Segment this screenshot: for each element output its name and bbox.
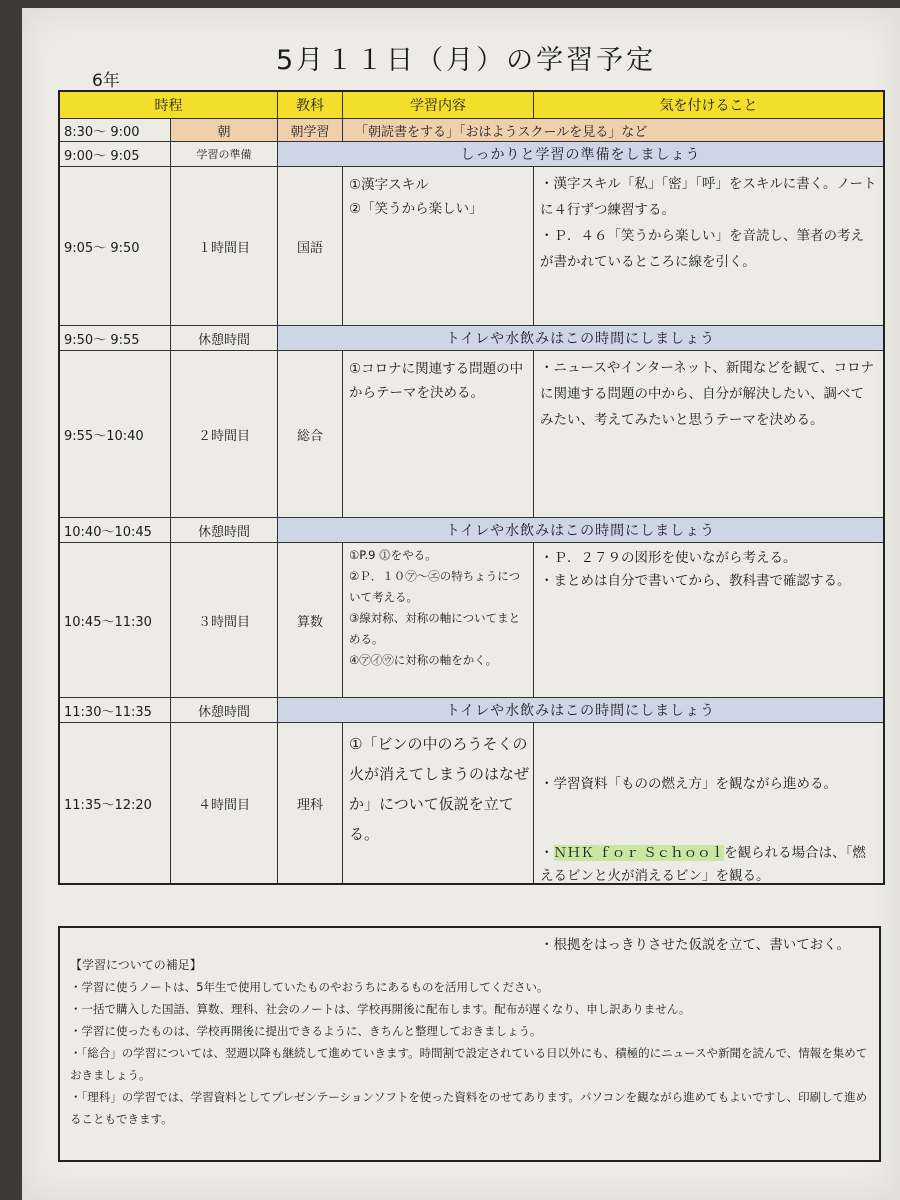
notes-line: ・学習資料「ものの燃え方」を観ながら進める。 — [540, 776, 837, 792]
notes-cell: ・漢字スキル「私」「密」「呼」をスキルに書く。ノートに４行ずつ練習する。 ・Ｐ．４６「笑うから楽しい」を音読し、筆者の考えが書かれているところに線を引く。 — [533, 167, 883, 325]
notes-line: ・根拠をはっきりさせた仮説を立て、書いておく。 — [540, 937, 850, 953]
time-cell: 8:30～ 9:00 — [64, 124, 140, 140]
note-line: ・「理科」の学習では、学習資料としてプレゼンテーションソフトを使った資料をのせてあります。パソコンを観ながら進めてもよいですし、印刷して進めることもできます。 — [70, 1090, 868, 1126]
note-line: ・学習に使うノートは、5年生で使用していたものやおうちにあるものを活用してください。 — [70, 980, 549, 994]
content-cell: ①P.9 ⓵をやる。 ②Ｐ．１０㋐～㋓の特ちょうについて考える。 ③線対称、対称の軸についてまとめる。 ④㋐㋑㋒に対称の軸をかく。 — [342, 543, 533, 697]
notes-line — [540, 842, 877, 888]
subject-cell: 朝学習 — [277, 119, 342, 141]
table-row-break-2 — [60, 517, 883, 542]
break-banner: トイレや水飲みはこの時間にしましょう — [277, 326, 883, 350]
period-cell: ２時間目 — [170, 351, 277, 517]
subject-cell: 国語 — [277, 167, 342, 325]
period-cell: 朝 — [170, 119, 277, 141]
schedule-table — [58, 90, 885, 953]
note-line: ・一括で購入した国語、算数、理科、社会のノートは、学校再開後に配布します。配布が遅くなり、申し訳ありません。 — [70, 1002, 691, 1016]
time-cell: 10:40～10:45 — [64, 524, 152, 540]
notes-prefix: ・ — [540, 845, 554, 861]
time-cell: 9:00～ 9:05 — [64, 148, 140, 164]
note-line: ・学習に使ったものは、学校再開後に提出できるように、きちんと整理しておきましょう。 — [70, 1024, 542, 1038]
table-row-lesson-3 — [60, 542, 883, 697]
note-line: ・「総合」の学習については、翌週以降も継続して進めていきます。時間割で設定されている日以外にも、積極的にニュースや新聞を読んで、情報を集めておきましょう。 — [70, 1046, 868, 1082]
notes-cell: ・Ｐ．２７９の図形を使いながら考える。 ・まとめは自分で書いてから、教科書で確認する。 — [533, 543, 883, 697]
period-cell: 学習の準備 — [170, 142, 277, 166]
table-row-break-3 — [60, 697, 883, 722]
morning-activity: 「朝読書をする」「おはようスクールを見る」など — [342, 119, 883, 141]
subject-cell: 理科 — [277, 723, 342, 883]
table-row-lesson-1 — [60, 166, 883, 325]
content-cell: ①漢字スキル ②「笑うから楽しい」 — [342, 167, 533, 325]
notes-cell: ・ニュースやインターネット、新聞などを観て、コロナに関連する問題の中から、自分が解決したい、調べてみたい、考えてみたいと思うテーマを決める。 — [533, 351, 883, 517]
table-row-morning — [60, 118, 883, 141]
subject-cell: 総合 — [277, 351, 342, 517]
break-banner: トイレや水飲みはこの時間にしましょう — [277, 698, 883, 722]
column-header-content: 学習内容 — [342, 92, 533, 118]
time-cell: 11:30～11:35 — [64, 704, 152, 720]
content-cell: ①コロナに関連する問題の中からテーマを決める。 — [342, 351, 533, 517]
prep-banner: しっかりと学習の準備をしましょう — [277, 142, 883, 166]
supplementary-notes — [58, 926, 881, 1162]
time-cell: 9:50～ 9:55 — [64, 332, 140, 348]
column-header-notes: 気を付けること — [533, 92, 883, 118]
subject-cell: 算数 — [277, 543, 342, 697]
highlighted-text: ＮＨＫ ｆｏｒ Ｓｃｈｏｏｌ — [553, 845, 725, 861]
period-cell: 休憩時間 — [170, 326, 277, 350]
time-cell: 11:35～12:20 — [64, 797, 152, 813]
content-cell: ①「ビンの中のろうそくの火が消えてしまうのはなぜか」について仮説を立てる。 — [342, 723, 533, 883]
grade-label: 6年 — [92, 71, 120, 91]
column-header-time: 時程 — [154, 98, 183, 114]
period-cell: ３時間目 — [170, 543, 277, 697]
table-row-lesson-2 — [60, 350, 883, 517]
column-header-subject: 教科 — [277, 92, 342, 118]
page-title: 5月１１日（月）の学習予定 — [276, 45, 657, 76]
time-cell: 10:45～11:30 — [64, 614, 152, 630]
table-header-row — [60, 92, 883, 118]
table-row-break-1 — [60, 325, 883, 350]
period-cell: ４時間目 — [170, 723, 277, 883]
period-cell: 休憩時間 — [170, 698, 277, 722]
table-row-lesson-4 — [60, 722, 883, 953]
period-cell: １時間目 — [170, 167, 277, 325]
time-cell: 9:55～10:40 — [64, 428, 144, 444]
period-cell: 休憩時間 — [170, 518, 277, 542]
time-cell: 9:05～ 9:50 — [64, 240, 140, 256]
notes-heading: 【学習についての補足】 — [70, 958, 202, 972]
notes-cell — [533, 723, 883, 953]
notes-suffix: を観られる場合は、「燃えるビンと火が消えるビン」を観る。 — [540, 845, 866, 884]
table-row-prep — [60, 141, 883, 166]
break-banner: トイレや水飲みはこの時間にしましょう — [277, 518, 883, 542]
